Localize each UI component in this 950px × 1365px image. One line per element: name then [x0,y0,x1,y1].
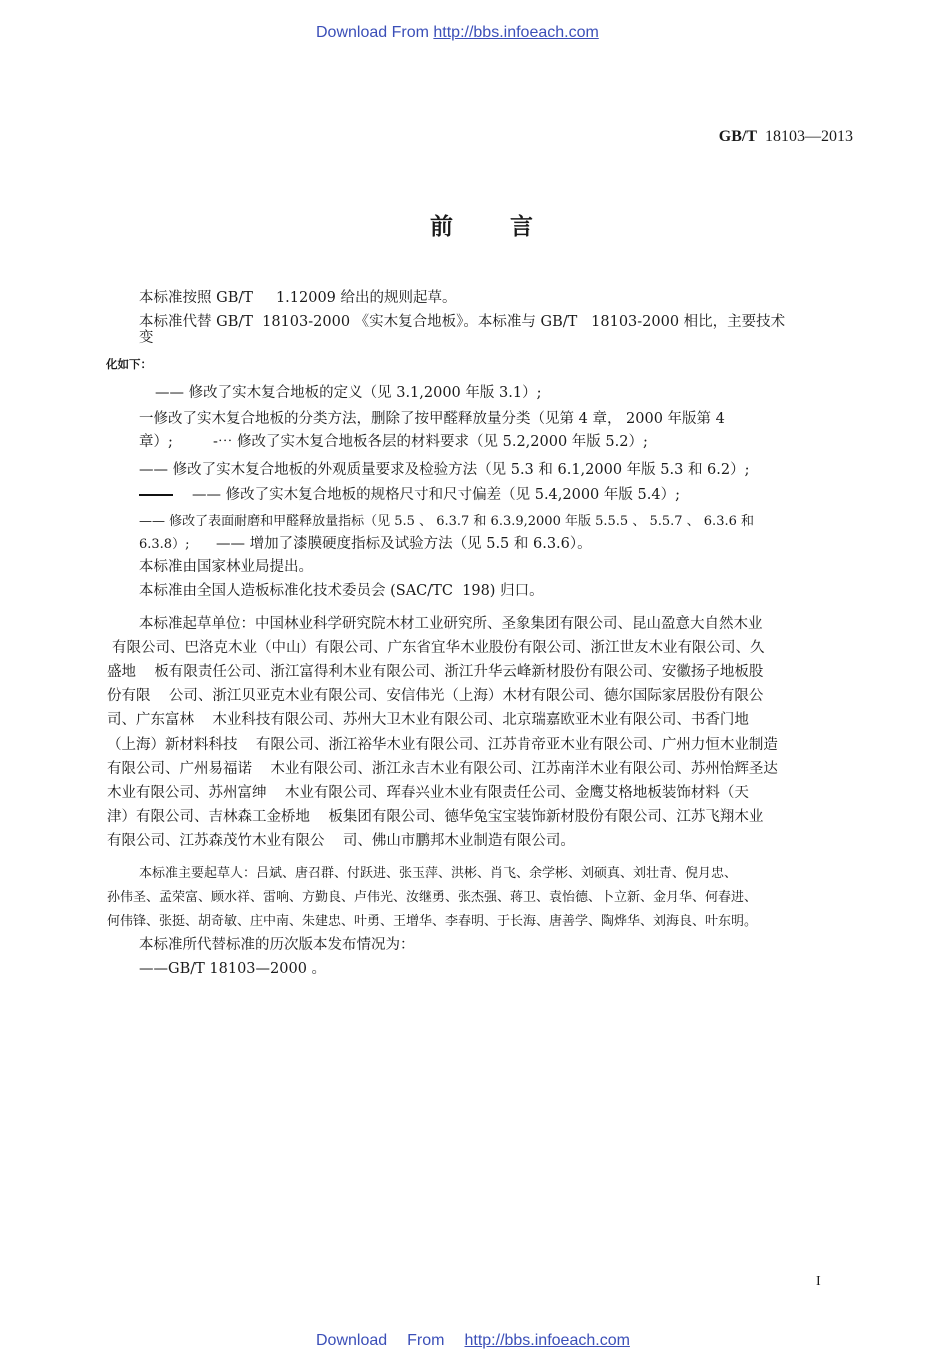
standard-number [719,128,853,146]
drafters-line-1: 本标准主要起草人：吕斌、唐召群、付跃进、张玉萍、洪彬、肖飞、余学彬、刘硕真、刘壮青、倪月忠、 [139,866,738,881]
change-item-3: -⋯ 修改了实木复合地板各层的材料要求（见 5.2,2000 年版 5.2）; [213,434,648,450]
units-line-7: 有限公司、广州易福诺 木业有限公司、浙江永吉木业有限公司、江苏南洋木业有限公司、苏州怡辉圣达 [107,761,778,777]
units-line-6: （上海）新材料科技 有限公司、浙江裕华木业有限公司、江苏肯帝亚木业有限公司、广州力恒木业制造 [107,737,778,753]
history-heading: 本标准所代替标准的历次版本发布情况为： [139,937,415,953]
dash-rule [139,494,173,496]
drafters-line-2: 孙伟圣、孟荣富、顾水祥、雷响、方勤良、卢伟光、汝继勇、张杰强、蒋卫、袁怡德、卜立新、金月华、何春进、 [107,890,758,905]
footer-download-word-1: Download [316,1332,388,1349]
footer-download-word-2: From [407,1332,445,1349]
title-char-1: 前 [430,213,453,240]
text-line-3: 化如下： [106,359,152,371]
change-item-4: —— 修改了实木复合地板的外观质量要求及检验方法（见 5.3 和 6.1,2000 年版 5.3 和 6.2）; [139,462,750,478]
standard-code: GB/T [718,128,757,145]
text-line-1: 本标准按照 GB/T 1.12009 给出的规则起草。 [139,290,457,306]
units-line-8: 木业有限公司、苏州富绅 木业有限公司、珲春兴业木业有限责任公司、金鹰艾格地板装饰材料（天 [107,785,749,801]
change-item-2: 一修改了实木复合地板的分类方法，删除了按甲醛释放量分类（见第 4 章， 2000 年版第 4 [139,411,725,427]
standard-year: 18103—2013 [765,128,853,145]
units-line-3: 盛地 板有限责任公司、浙江富得利木业有限公司、浙江升华云峰新材股份有限公司、安徽扬子地板股 [107,664,764,680]
units-line-9: 津）有限公司、吉林森工金桥地 板集团有限公司、德华兔宝宝装饰新材股份有限公司、江苏飞翔木业 [107,809,764,825]
change-item-5: —— 修改了实木复合地板的规格尺寸和尺寸偏差（见 5.4,2000 年版 5.4）; [192,487,680,503]
header-download-banner [316,24,599,42]
footer-download-banner [316,1332,630,1350]
history-item: ——GB/T 18103—2000 。 [139,961,327,977]
units-line-2: 有限公司、巴洛克木业（中山）有限公司、广东省宜华木业股份有限公司、浙江世友木业有限公司、久 [112,640,765,656]
proposer-line: 本标准由国家林业局提出。 [139,559,313,575]
units-line-5: 司、广东富林 木业科技有限公司、苏州大卫木业有限公司、北京瑞嘉欧亚木业有限公司、书香门地 [107,712,749,728]
header-download-text: Download From [316,24,434,41]
change-item-6: —— 修改了表面耐磨和甲醛释放量指标（见 5.5 、 6.3.7 和 6.3.9,2000 年版 5.5.5 、 5.5.7 、 6.3.6 和 [139,514,754,529]
page-title [430,208,533,241]
text-line-2: 本标准代替 GB/T 18103-2000 《实木复合地板》。本标准与 GB/T 18103-2000 相比，主要技术 [139,314,786,330]
header-download-link[interactable]: http://bbs.infoeach.com [433,24,599,41]
footer-download-link[interactable]: http://bbs.infoeach.com [464,1332,630,1349]
title-char-2: 言 [510,213,533,240]
units-line-4: 份有限 公司、浙江贝亚克木业有限公司、安信伟光（上海）木材有限公司、德尔国际家居股份有限公 [107,688,764,704]
change-item-6-cont: 6.3.8）; [139,537,190,552]
administrator-line: 本标准由全国人造板标准化技术委员会 (SAC/TC 198) 归口。 [139,583,544,599]
drafters-line-3: 何伟锋、张挺、胡奇敏、庄中南、朱建忠、叶勇、王增华、李春明、于长海、唐善学、陶烨华、刘海良、叶东明。 [107,914,758,929]
change-item-1: —— 修改了实木复合地板的定义（见 3.1,2000 年版 3.1）; [155,385,542,401]
units-line-10: 有限公司、江苏森茂竹木业有限公 司、佛山市鹏邦木业制造有限公司。 [107,833,575,849]
change-item-7: —— 增加了漆膜硬度指标及试验方法（见 5.5 和 6.3.6）。 [216,536,592,552]
units-line-1: 本标准起草单位：中国林业科学研究院木材工业研究所、圣象集团有限公司、昆山盈意大自然木业 [139,616,763,632]
change-item-2-cont: 章）; [139,434,173,450]
text-line-2b: 变 [139,330,154,346]
page-number: I [816,1274,821,1289]
